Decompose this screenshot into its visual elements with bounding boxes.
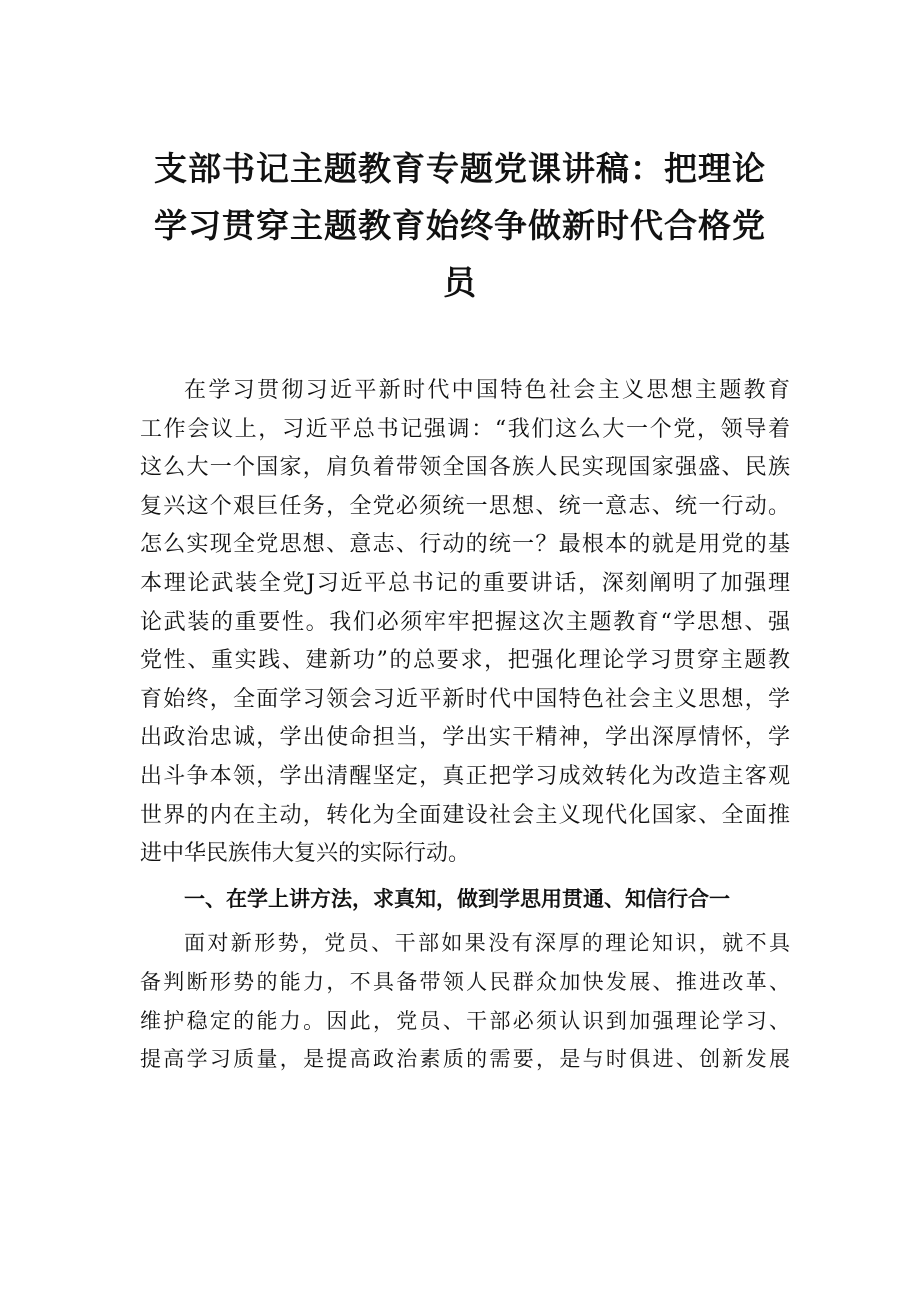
paragraph-line: 党性、重实践、建新功”的总要求，把强化理论学习贯穿主题教 — [140, 648, 790, 674]
paragraph-line: 工作会议上，习近平总书记强调：“我们这么大一个党，领导着 — [140, 416, 790, 442]
paragraph-line: 出政治忠诚，学出使命担当，学出实干精神，学出深厚情怀，学 — [140, 725, 790, 751]
paragraph-line: 论武装的重要性。我们必须牢牢把握这次主题教育“学思想、强 — [140, 609, 790, 635]
title-line: 员 — [443, 263, 477, 302]
paragraph-2 — [140, 924, 790, 1078]
paragraph-line: 这么大一个国家，肩负着带领全国各族人民实现国家强盛、民族 — [140, 455, 790, 481]
paragraph-line: 世界的内在主动，转化为全面建设社会主义现代化国家、全面推 — [140, 802, 790, 828]
paragraph-line: 育始终，全面学习领会习近平新时代中国特色社会主义思想，学 — [140, 686, 790, 712]
section-heading-1: 一、在学上讲方法，求真知，做到学思用贯通、知信行合一 — [184, 886, 730, 911]
paragraph-line: 维护稳定的能力。因此，党员、干部必须认识到加强理论学习、 — [140, 1008, 790, 1033]
title-line: 支部书记主题教育专题党课讲稿：把理论 — [154, 149, 766, 188]
paragraph-line: 面对新形势，党员、干部如果没有深厚的理论知识，就不具 — [184, 931, 790, 956]
paragraph-line: 提高学习质量，是提高政治素质的需要，是与时俱进、创新发展 — [140, 1047, 790, 1072]
paragraph-line: 复兴这个艰巨任务，全党必须统一思想、统一意志、统一行动。 — [140, 493, 790, 519]
document-body — [140, 372, 790, 1079]
document-title — [140, 140, 780, 311]
paragraph-line: 在学习贯彻习近平新时代中国特色社会主义思想主题教育 — [184, 378, 790, 403]
paragraph-line: 出斗争本领，学出清醒坚定，真正把学习成效转化为改造主客观 — [140, 763, 790, 789]
paragraph-line: 进中华民族伟大复兴的实际行动。 — [140, 841, 471, 867]
paragraph-line: 怎么实现全党思想、意志、行动的统一？最根本的就是用党的基 — [140, 532, 790, 558]
title-line: 学习贯穿主题教育始终争做新时代合格党 — [154, 206, 766, 245]
paragraph-line: 备判断形势的能力，不具备带领人民群众加快发展、推进改革、 — [140, 969, 790, 994]
paragraph-line: 本理论武装全党J习近平总书记的重要讲话，深刻阐明了加强理 — [140, 570, 790, 596]
paragraph-1 — [140, 372, 790, 874]
